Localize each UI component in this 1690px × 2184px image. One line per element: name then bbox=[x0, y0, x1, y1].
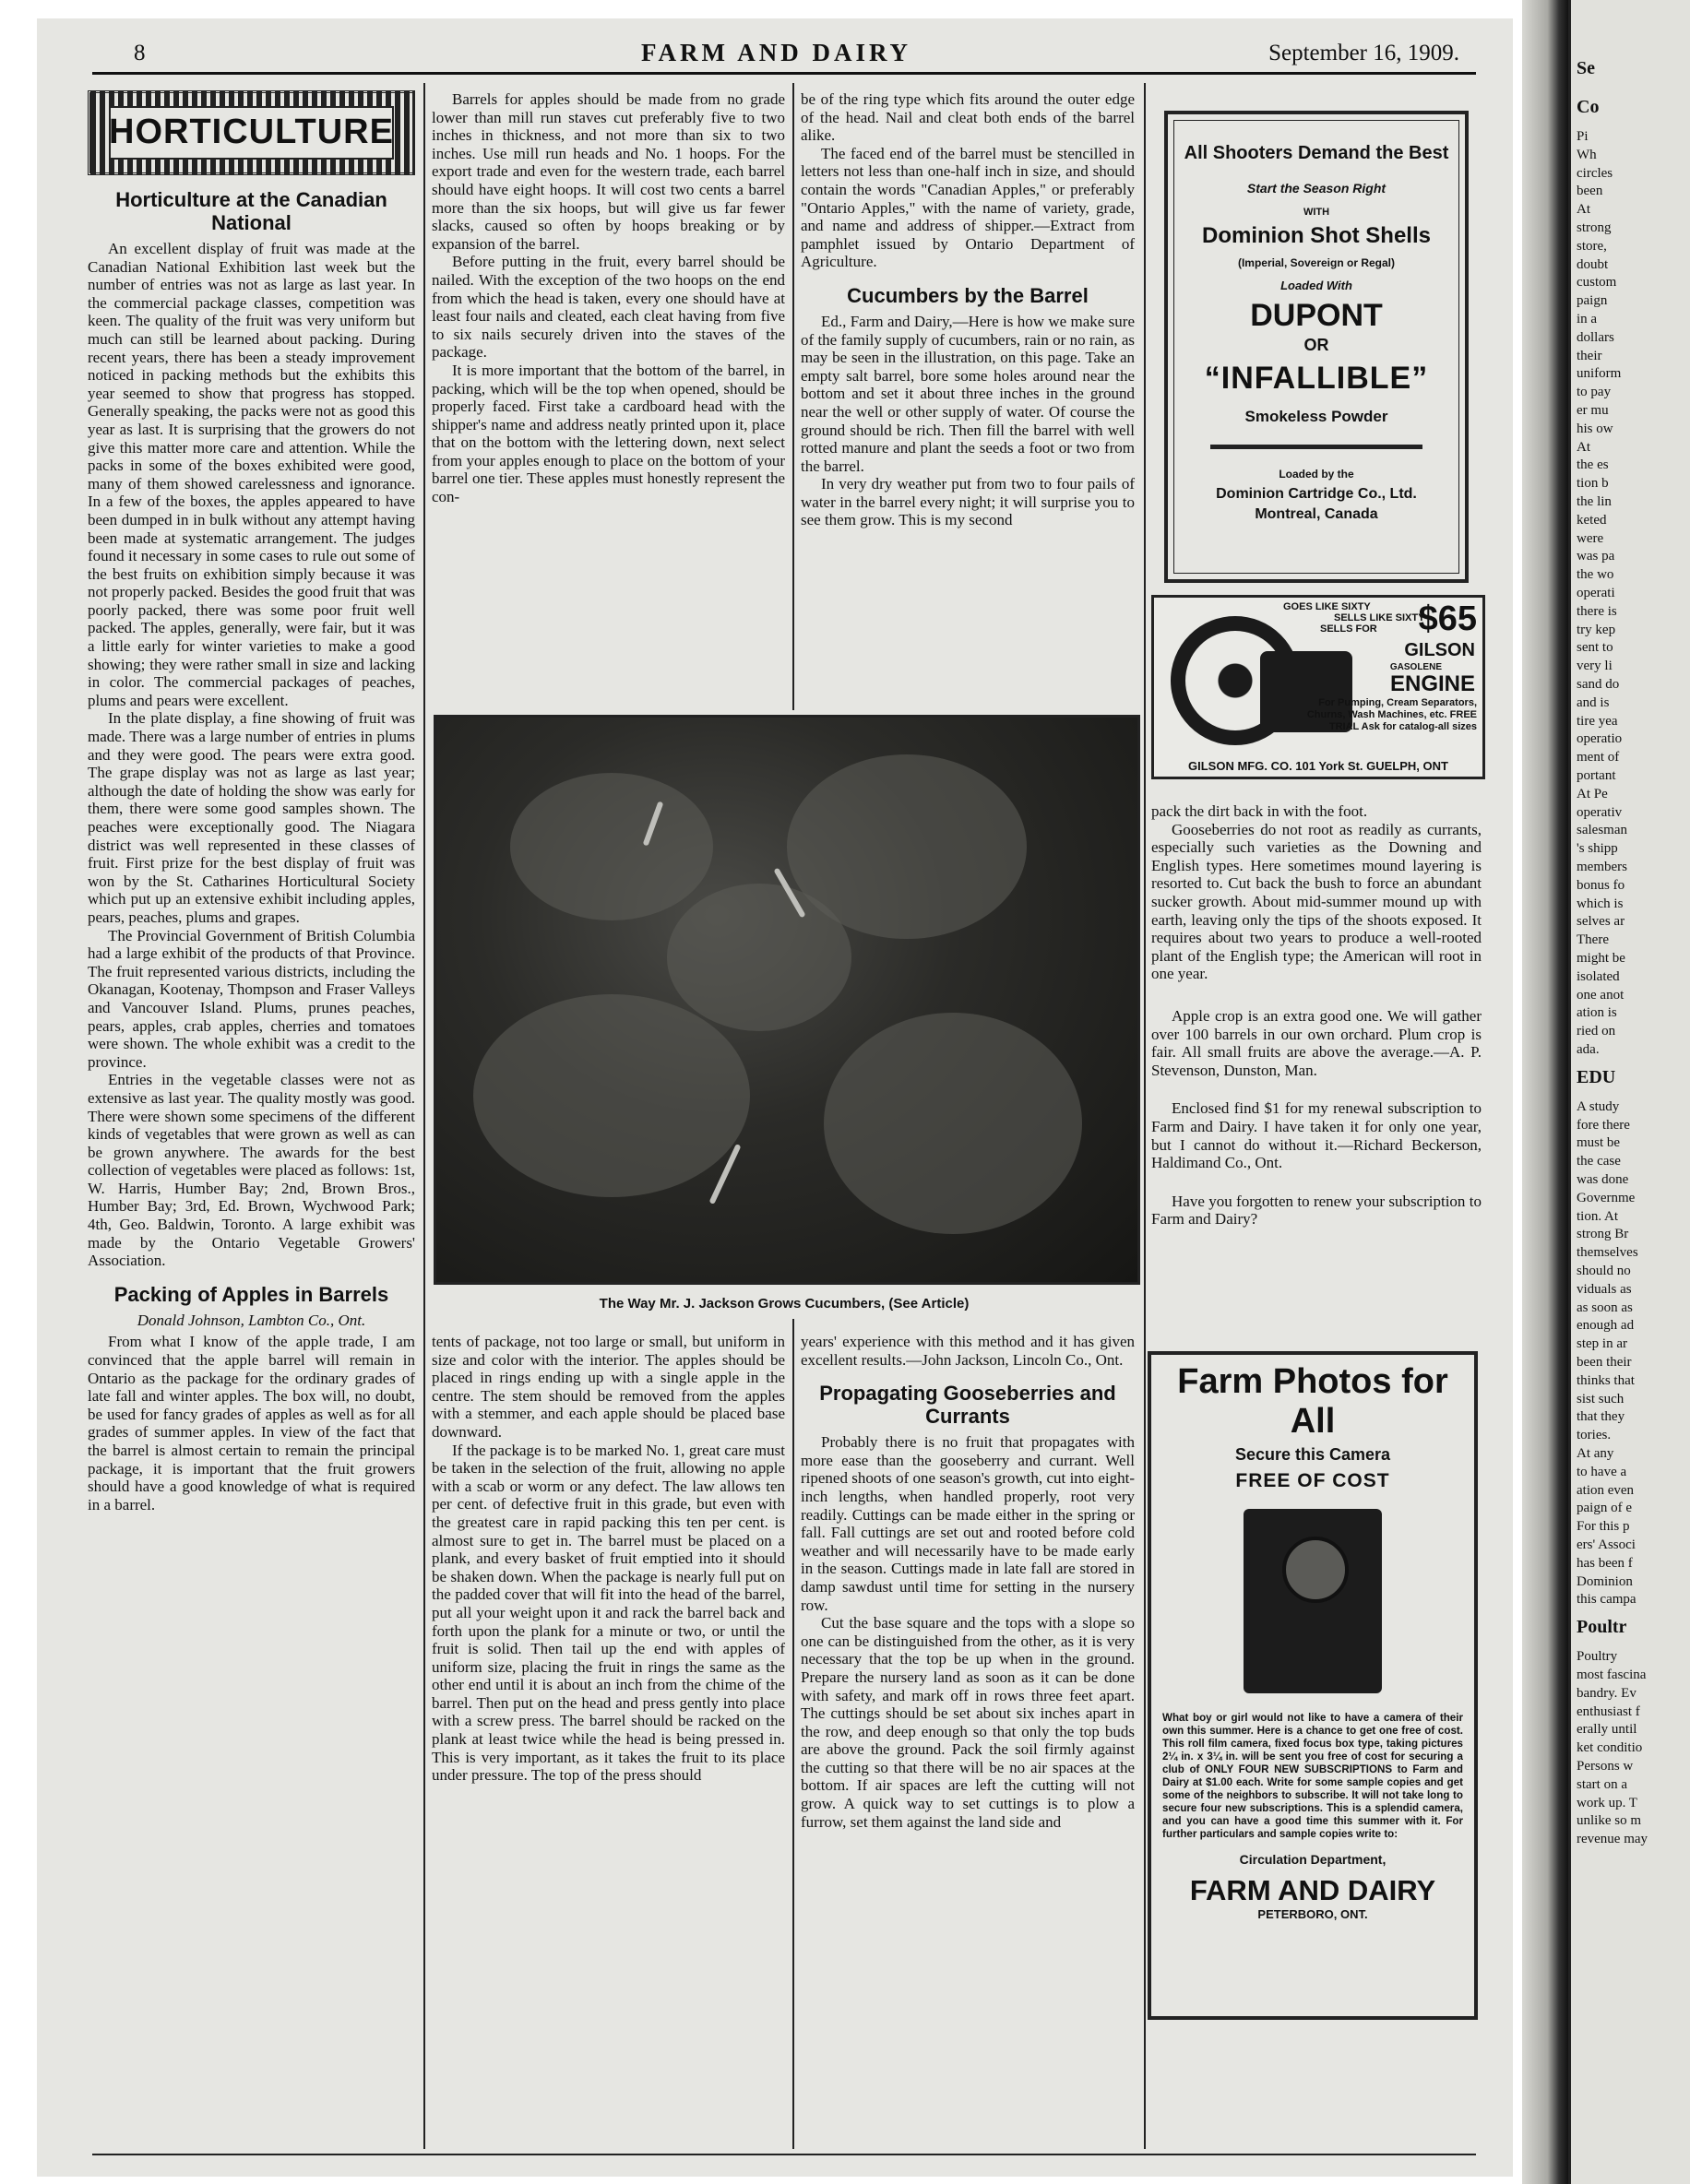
adjacent-page-text-fragment: Poultr bbox=[1577, 1617, 1627, 1638]
adjacent-page-text-fragment: their bbox=[1577, 348, 1602, 363]
adjacent-page-text-fragment: enthusiast f bbox=[1577, 1703, 1640, 1719]
adjacent-page-text-fragment: ada. bbox=[1577, 1042, 1600, 1057]
adjacent-page-text-fragment: tion. At bbox=[1577, 1208, 1619, 1224]
adjacent-page-text-fragment: Pi bbox=[1577, 129, 1589, 144]
adjacent-page-text-fragment: must be bbox=[1577, 1135, 1621, 1151]
adjacent-page-edge bbox=[1568, 0, 1690, 2184]
adjacent-page-text-fragment: should no bbox=[1577, 1264, 1631, 1278]
article-paragraph: Ed., Farm and Dairy,—Here is how we make sure of the family supply of cucumbers, rain or no rain, as may be seen in the illustration, on this page. Take an empty salt barrel, bore some holes around near the bottom and set it about three inches in the ground near the well or other supply of water. Of course the ground should be rich. Then fill the barrel with well rotted manure and plant the seeds a foot or two from the barrel. bbox=[801, 312, 1135, 475]
bottom-rule bbox=[92, 2154, 1476, 2155]
article-paragraph: It is more important that the bottom of the barrel, in packing, which will be the top when opened, should be properly faced. First take a cardboard head with the shipper's name and address neatly printed upon it, place that on the bottom with the lettering down, next select from your apples enough to place on the bottom of your barrel one tier. These apples must honestly represent the con- bbox=[432, 361, 785, 506]
gilson-engine-ad bbox=[1151, 595, 1485, 779]
adjacent-page-text-fragment: that they bbox=[1577, 1409, 1625, 1425]
adjacent-page-text-fragment: selves ar bbox=[1577, 914, 1625, 930]
article-paragraph: tents of package, not too large or small, but uniform in size and color with the interior. The apples should be placed in rings ending up with a single apple in the centre. The stem should be removed from the apples with a stemmer, and each apple should be placed base downward. bbox=[432, 1333, 785, 1441]
adjacent-page-text-fragment: paign bbox=[1577, 293, 1608, 309]
adjacent-page-text-fragment: thinks that bbox=[1577, 1372, 1635, 1388]
adjacent-page-text-fragment: paign of e bbox=[1577, 1501, 1632, 1516]
article-paragraph: From what I know of the apple trade, I am convinced that the apple barrel will remain in Ontario as the package for the ordinary grades of late fall and winter apples. The box will, no doubt, be used for fancy grades of apples as well as for all grades of summer apples. In view of the fact that the barrel is almost certain to remain the principal package, it is important that the fruit growers should have a good knowledge of what is required in a barrel. bbox=[88, 1333, 415, 1513]
ad-line: “INFALLIBLE” bbox=[1204, 361, 1429, 396]
article-paragraph: The faced end of the barrel must be stencilled in letters not less than one-half inch in size, and should contain the words "Canadian Apples," or preferably "Ontario Apples," with the name of variety, grade, and name and address of shipper.—Extract from pamphlet issued by Ontario Department of Agriculture. bbox=[801, 144, 1135, 271]
section-banner bbox=[88, 90, 415, 175]
article-paragraph: be of the ring type which fits around the outer edge of the head. Nail and cleat both ends of the barrel alike. bbox=[801, 90, 1135, 145]
adjacent-page-text-fragment: bonus fo bbox=[1577, 877, 1625, 893]
adjacent-page-text-fragment: sist such bbox=[1577, 1391, 1625, 1407]
adjacent-page-text-fragment: At Pe bbox=[1577, 786, 1608, 801]
column-3-top bbox=[801, 90, 1135, 529]
adjacent-page-text-fragment: There bbox=[1577, 932, 1609, 948]
ad-body: What boy or girl would not like to have a camera of their own this summer. Here is a chance to get one free of cost. This roll film camera, fixed focus box type, taking pictures 2¼ in. x 3¼ in. will be sent you free of cost for securing a club of ONLY FOUR NEW SUBSCRIPTIONS to Farm and Dairy at $1.00 each. Write for some sample copies and get some of the neighbors to subscribe. It will not take long to secure four new subscriptions. This is a splendid camera, and you can have a good time this summer with it. For further particulars and sample copies write to: bbox=[1162, 1712, 1463, 1840]
adjacent-page-text-fragment: the case bbox=[1577, 1154, 1621, 1169]
adjacent-page-text-fragment: tire yea bbox=[1577, 713, 1618, 729]
ad-line: GILSON bbox=[1404, 640, 1475, 660]
article-paragraph: Enclosed find $1 for my renewal subscription to Farm and Dairy. I have taken it for only one year, but I cannot do without it.—Richard Beckerson, Haldimand Co., Ont. bbox=[1151, 1099, 1482, 1172]
adjacent-page-text-fragment: most fascina bbox=[1577, 1668, 1647, 1682]
page-header bbox=[92, 39, 1476, 75]
article-headline: Cucumbers by the Barrel bbox=[847, 283, 1089, 307]
adjacent-page-text-fragment: the lin bbox=[1577, 494, 1612, 509]
adjacent-page-text-fragment: been bbox=[1577, 184, 1603, 199]
adjacent-page-text-fragment: tories. bbox=[1577, 1428, 1612, 1443]
adjacent-page-text-fragment: tion b bbox=[1577, 476, 1609, 492]
adjacent-page-text-fragment: keted bbox=[1577, 512, 1607, 528]
ad-divider bbox=[1210, 445, 1422, 449]
ad-line: Dominion Cartridge Co., Ltd. bbox=[1216, 486, 1417, 502]
article-paragraph: Before putting in the fruit, every barrel should be nailed. With the exception of the two hoops on the end from which the head is taken, every one should have at least four nails and cleated, each cleat having from five to six nails securely driven into the staves of the package. bbox=[432, 253, 785, 362]
adjacent-page-text-fragment: At bbox=[1577, 439, 1590, 455]
column-1 bbox=[88, 90, 415, 1513]
article-paragraph: Probably there is no fruit that propagates with more ease than the gooseberry and currant. Well ripened shoots of one season's growth, cut into eight-inch lengths, when handled properly, root very readily. Cuttings can be made either in the spring or fall. Fall cuttings are set out and rooted before cold weather and will necessarily have to be made early in the season. Cuttings made in late fall are stored in damp sawdust until time for setting in the nursery row. bbox=[801, 1433, 1135, 1614]
adjacent-page-text-fragment: been their bbox=[1577, 1355, 1632, 1370]
photo-caption: The Way Mr. J. Jackson Grows Cucumbers, (See Article) bbox=[599, 1296, 970, 1312]
adjacent-page-text-fragment: the es bbox=[1577, 457, 1609, 473]
article-headline: Packing of Apples in Barrels bbox=[113, 1282, 389, 1306]
adjacent-page-text-fragment: Governme bbox=[1577, 1190, 1636, 1205]
adjacent-page-text-fragment: the wo bbox=[1577, 567, 1614, 583]
dominion-shot-shells-ad bbox=[1164, 111, 1469, 583]
adjacent-page-text-fragment: in a bbox=[1577, 312, 1598, 326]
adjacent-page-text-fragment: viduals as bbox=[1577, 1281, 1632, 1297]
ad-line: Montreal, Canada bbox=[1255, 506, 1378, 522]
adjacent-page-text-fragment: start on a bbox=[1577, 1776, 1627, 1792]
ad-line: ENGINE bbox=[1389, 671, 1475, 696]
article-paragraph: Have you forgotten to renew your subscription to Farm and Dairy? bbox=[1151, 1192, 1482, 1228]
adjacent-page-text-fragment: At bbox=[1577, 202, 1590, 218]
adjacent-page-text-fragment: store, bbox=[1577, 238, 1607, 254]
ad-line: DUPONT bbox=[1250, 298, 1383, 333]
adjacent-page-text-fragment: as soon as bbox=[1577, 1300, 1633, 1315]
article-paragraph: The Provincial Government of British Columbia had a large exhibit of the products of that Province. The fruit represented various districts, including the Okanagan, Kootenay, Thompson and Fraser Valleys and Vancouver Island. Plums, prunes peaches, pears, apples, crab apples, cherries and tomatoes were shown. The whole exhibit was a credit to the province. bbox=[88, 926, 415, 1071]
ad-line: Secure this Camera bbox=[1234, 1445, 1391, 1464]
adjacent-page-text-fragment: Poultry bbox=[1577, 1649, 1618, 1665]
adjacent-page-text-fragment: strong bbox=[1577, 220, 1612, 235]
adjacent-page-text-fragment: Se bbox=[1577, 58, 1595, 78]
ad-line: All Shooters Demand the Best bbox=[1184, 143, 1449, 163]
cucumber-barrel-photo bbox=[434, 715, 1140, 1285]
adjacent-page-text-fragment: strong Br bbox=[1577, 1227, 1629, 1242]
adjacent-page-text-fragment: EDU bbox=[1577, 1066, 1616, 1087]
column-2-top bbox=[432, 90, 785, 506]
adjacent-page-text-fragment: sand do bbox=[1577, 677, 1620, 692]
article-byline: Donald Johnson, Lambton Co., Ont. bbox=[137, 1311, 366, 1329]
adjacent-page-text-fragment: A study bbox=[1577, 1098, 1620, 1114]
adjacent-page-text-fragment: sent to bbox=[1577, 640, 1613, 656]
adjacent-page-text-fragment: step in ar bbox=[1577, 1336, 1627, 1352]
adjacent-page-text-fragment: ket conditio bbox=[1577, 1740, 1643, 1756]
adjacent-page-text-fragment: revenue may bbox=[1577, 1832, 1648, 1847]
column-rule bbox=[792, 1319, 794, 2149]
adjacent-page-text-fragment: Wh bbox=[1577, 147, 1597, 162]
adjacent-page-text-fragment: isolated bbox=[1577, 968, 1620, 984]
article-paragraph: Gooseberries do not root as readily as currants, especially such varieties as the Downing and English types. Here sometimes mound layering is resorted to. Cut back the bush to force an abundant sucker growth. About mid-summer mound up with earth, leaving only the tips of the shoots exposed. It requires about two years to produce a well-rooted plant of the English type; the American will root in one year. bbox=[1151, 820, 1482, 983]
ad-line: (Imperial, Sovereign or Regal) bbox=[1237, 256, 1396, 269]
adjacent-page-text-fragment: which is bbox=[1577, 896, 1624, 911]
ad-line: Loaded by the bbox=[1279, 468, 1354, 481]
adjacent-page-text-fragment: portant bbox=[1577, 768, 1616, 783]
column-rule bbox=[792, 83, 794, 710]
ad-line: Start the Season Right bbox=[1246, 181, 1387, 196]
adjacent-page-text-fragment: to pay bbox=[1577, 385, 1612, 400]
ad-headline: Farm Photos for All bbox=[1177, 1362, 1448, 1441]
article-paragraph: pack the dirt back in with the foot. bbox=[1151, 802, 1368, 820]
adjacent-page-text-fragment: to have a bbox=[1577, 1464, 1627, 1479]
column-rule bbox=[1144, 83, 1146, 2149]
engine-price: $65 bbox=[1418, 599, 1477, 638]
adjacent-page-text-fragment: was done bbox=[1577, 1172, 1629, 1187]
article-paragraph: Apple crop is an extra good one. We will gather over 100 barrels in our own orchard. Plum crop is fair. All small fruits are above the average.—A. P. Stevenson, Dunston, Man. bbox=[1151, 1006, 1482, 1079]
ad-line: FREE OF COST bbox=[1235, 1470, 1390, 1491]
adjacent-page-text-fragment: 's shipp bbox=[1577, 841, 1618, 857]
adjacent-page-text-fragment: For this p bbox=[1577, 1519, 1630, 1535]
adjacent-page-text-fragment: Dominion bbox=[1577, 1573, 1633, 1589]
adjacent-page-text-fragment: Persons w bbox=[1577, 1759, 1634, 1774]
masthead-title: FARM AND DAIRY bbox=[641, 39, 912, 66]
ad-line: FARM AND DAIRY bbox=[1189, 1874, 1436, 1906]
adjacent-page-text-fragment: ation is bbox=[1577, 1005, 1617, 1021]
adjacent-page-text-fragment: erally until bbox=[1577, 1722, 1637, 1738]
ad-line: Smokeless Powder bbox=[1244, 408, 1388, 425]
adjacent-page-text-fragment: ment of bbox=[1577, 750, 1620, 766]
page-binding-shadow bbox=[1522, 0, 1568, 2184]
adjacent-page-text-fragment: operativ bbox=[1577, 804, 1623, 820]
adjacent-page-text-fragment: enough ad bbox=[1577, 1318, 1635, 1334]
adjacent-page-text-fragment: very li bbox=[1577, 659, 1613, 674]
article-paragraph: Barrels for apples should be made from no grade lower than mill run staves cut preferably five to two inches in thickness, and not more than six to two inches. Use mill run heads and No. 1 hoops. For the export trade and even for the western trade, each barrel should have eight hoops. It will cost two cents a barrel more than the six hoops, but will give us far fewer slacks, caused so often by hoops breaking or by expansion of the barrel. bbox=[432, 90, 785, 253]
adjacent-page-text-fragment: unlike so m bbox=[1577, 1813, 1641, 1829]
column-3-bottom bbox=[801, 1333, 1135, 1831]
camera-offer-ad bbox=[1148, 1351, 1478, 2020]
article-paragraph: Entries in the vegetable classes were not as extensive as last year. The quality mostly was good. There were shown some specimens of the different kinds of vegetables that were grown as well as can be grown anywhere. The awards for the best collection of vegetables were placed as follows: 1st, W. Harris, Humber Bay; 2nd, Brown Bros., Humber Bay; 3rd, Ed. Brown, Wychwood Park; 4th, Geo. Baldwin, Toronto. A large exhibit was made by the Ontario Vegetable Growers' Association. bbox=[88, 1071, 415, 1270]
article-headline: Propagating Gooseberries and Currants bbox=[819, 1382, 1116, 1429]
adjacent-page-text-fragment: salesman bbox=[1577, 823, 1627, 838]
ad-line: OR bbox=[1303, 336, 1329, 354]
adjacent-page-text-fragment: doubt bbox=[1577, 256, 1609, 272]
column-2-bottom bbox=[432, 1333, 785, 1785]
ad-line: PETERBORO, ONT. bbox=[1257, 1907, 1368, 1921]
adjacent-page-text-fragment: has been f bbox=[1577, 1555, 1633, 1571]
ad-line: Circulation Department, bbox=[1239, 1852, 1387, 1867]
ad-line: SELLS LIKE SIXTY bbox=[1334, 612, 1425, 623]
ad-line: SELLS FOR bbox=[1320, 623, 1377, 635]
section-banner-title: HORTICULTURE bbox=[109, 113, 394, 152]
ad-line: GOES LIKE SIXTY bbox=[1283, 601, 1371, 612]
article-paragraph: Cut the base square and the tops with a slope so one can be distinguished from the other, as it is very necessary that the top be up when in the ground. Prepare the nursery land as soon as it can be done with safety, and mark off in rows three feet apart. The cuttings should be set about six inches apart in the row, and deep enough so that only the top buds are above the ground. Pack the soil firmly against the cutting so that there will be no air spaces at the bottom. If air spaces are left the cutting will not grow. A quick way to set cuttings is to plow a furrow, set them against the land side and bbox=[801, 1614, 1135, 1831]
adjacent-page-text-fragment: custom bbox=[1577, 275, 1617, 291]
adjacent-page-text-fragment: operatio bbox=[1577, 731, 1623, 747]
adjacent-page-text-fragment: this campa bbox=[1577, 1592, 1636, 1608]
article-headline: Horticulture at the Canadian National bbox=[115, 188, 387, 234]
adjacent-page-text-fragment: work up. T bbox=[1577, 1795, 1637, 1810]
adjacent-page-text-fragment: fore there bbox=[1577, 1117, 1630, 1133]
adjacent-page-text-fragment: his ow bbox=[1577, 421, 1613, 436]
ad-line: Loaded With bbox=[1280, 279, 1352, 292]
adjacent-page-text-fragment: there is bbox=[1577, 603, 1617, 619]
ad-line: GASOLENE bbox=[1389, 662, 1442, 672]
page-number: 8 bbox=[134, 41, 146, 65]
adjacent-page-text-fragment: were bbox=[1577, 530, 1604, 546]
adjacent-page-text-fragment: operati bbox=[1577, 586, 1615, 600]
article-paragraph: In the plate display, a fine showing of fruit was made. There was a large number of entries in plums and they were good. The pears were extra good. The grape display was not as large as last year; although the date of holding the show was early for them, there were some good samples shown. The peaches were exceptionally good. The Niagara district was well represented in these classes of fruit. First prize for the best display of fruit was won by the St. Catharines Horticultural Society which put up an extensive exhibit including apples, pears, peaches, plums and grapes. bbox=[88, 709, 415, 926]
adjacent-page-text-fragment: ers' Associ bbox=[1577, 1537, 1636, 1552]
ad-footer: GILSON MFG. CO. 101 York St. GUELPH, ONT bbox=[1188, 759, 1448, 773]
adjacent-page-text-fragment: er mu bbox=[1577, 403, 1609, 418]
ad-line: Dominion Shot Shells bbox=[1201, 223, 1431, 248]
article-paragraph: An excellent display of fruit was made at the Canadian National Exhibition last week but the number of entries was not as large as last year. In the commercial package classes, competition was keen. The quality of the fruit was very uniform but much can still be learned about packing. During recent years, there has been a steady improvement noticed in packing methods but the exhibits this year seemed to show that progress has stopped. Generally speaking, the packs were not as good this year as last. It is surprising that the growers do not give this matter more care and attention. While the packs in some of the boxes exhibited were good, many of them showed carelessness and ignorance. In a few of the boxes, the apples appeared to have been dumped in in bulk without any attempt having been made at systematic arrangement. The judges found it necessary in some cases to rule out some of the best fruits on exhibition simply because it was not properly packed. Besides the good fruit that was poorly packed, there was some poor fruit well packed. The apples, generally, were fair, but it was a little early for winter varieties to make a good showing; they were rather small in size and lacking in color. The commercial packages of peaches, plums and pears were excellent. bbox=[88, 240, 415, 709]
adjacent-page-text-fragment: Co bbox=[1577, 97, 1600, 117]
adjacent-page-text-fragment: circles bbox=[1577, 165, 1613, 181]
article-paragraph: In very dry weather put from two to four pails of water in the barrel every night; it will surprise you to see them grow. This is my second bbox=[801, 475, 1135, 529]
adjacent-page-text-fragment: might be bbox=[1577, 951, 1625, 966]
article-paragraph: years' experience with this method and it has given excellent results.—John Jackson, Lincoln Co., Ont. bbox=[801, 1333, 1135, 1369]
adjacent-page-text-fragment: was pa bbox=[1577, 549, 1615, 564]
adjacent-page-text-fragment: ried on bbox=[1577, 1024, 1616, 1039]
adjacent-page-text-fragment: one anot bbox=[1577, 987, 1625, 1003]
adjacent-page-text-fragment: themselves bbox=[1577, 1245, 1638, 1261]
column-4 bbox=[1151, 802, 1482, 1228]
adjacent-page-text-fragment: dollars bbox=[1577, 329, 1614, 345]
adjacent-page-text-fragment: and is bbox=[1577, 694, 1610, 710]
adjacent-page-text-fragment: At any bbox=[1577, 1446, 1614, 1461]
issue-date: September 16, 1909. bbox=[1268, 41, 1459, 65]
adjacent-page-text-fragment: uniform bbox=[1577, 366, 1622, 382]
column-rule bbox=[423, 83, 425, 2149]
adjacent-page-text-fragment: ation even bbox=[1577, 1482, 1635, 1498]
camera-icon bbox=[1244, 1509, 1382, 1693]
article-paragraph: If the package is to be marked No. 1, great care must be taken in the selection of the fruit, allowing no apple with a scab or worm or any defect. The law allows ten per cent. of defective fruit in this grade, but even with the greatest care in rapid packing this ten per cent. is almost sure to get in. The barrel must be placed on a plank, and every basket of fruit emptied into it should be shaken down. When the package is nearly full put on the padded cover that will fit into the head of the barrel, put all your weight upon it and rack the barrel back and forth upon the plank for a minute or two, or until the fruit is solid. Then tail up the end with apples of uniform size, placing the fruit in rings the same as the other end until it is about an inch from the chime of the barrel. Then put on the head and press gently into place with a screw press. The barrel should be racked on the plank at least twice while the head is being pressed in. This is very important, as it takes the fruit to its place under pressure. The top of the press should bbox=[432, 1441, 785, 1785]
adjacent-page-text-fragment: try kep bbox=[1577, 622, 1616, 637]
adjacent-page-text-fragment: bandry. Ev bbox=[1577, 1685, 1636, 1701]
adjacent-page-text-fragment: members bbox=[1577, 860, 1627, 874]
ad-line: WITH bbox=[1303, 207, 1330, 218]
ad-line: For Pumping, Cream Separators, Churns, Wash Machines, etc. FREE TRIAL Ask for catalog-all sizes bbox=[1306, 697, 1477, 732]
